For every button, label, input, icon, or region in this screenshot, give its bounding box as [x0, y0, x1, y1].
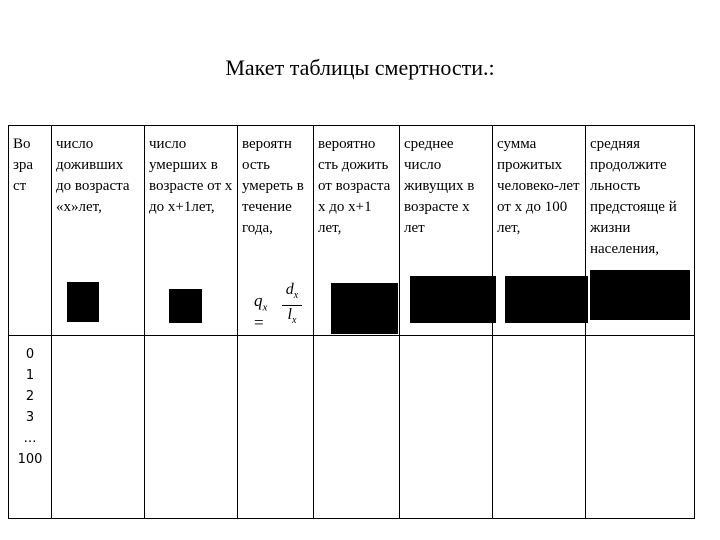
header-label: средняя продолжите льность предстояще й жизни населения, [590, 136, 677, 257]
age-value: 1 [25, 368, 35, 383]
header-label: среднее число живущих в возрасте х лет [404, 136, 475, 236]
data-cell [314, 336, 400, 519]
data-cell [52, 336, 145, 519]
age-value: 2 [25, 389, 35, 404]
formula-q: q [254, 291, 263, 310]
header-label: число умерших в возрасте от х до х+1лет, [149, 136, 233, 215]
table-body-row [9, 336, 695, 519]
formula-image-lx [67, 282, 99, 322]
header-label: Во зра ст [13, 136, 34, 194]
age-value: … [23, 431, 37, 446]
formula-d: d [285, 281, 294, 298]
formula-l: l [287, 306, 292, 324]
formula-sub: x [262, 301, 268, 314]
formula-d-sub: x [293, 290, 299, 302]
formula-numerator [282, 281, 302, 305]
data-cell [400, 336, 493, 519]
age-list-cell [9, 336, 52, 519]
formula-image-Lx [410, 276, 496, 323]
formula-image-ex [590, 270, 690, 320]
formula-fraction [282, 281, 302, 330]
formula-l-sub: x [292, 315, 297, 327]
header-label: сумма прожитых человеко-лет от х до 100 лет, [497, 136, 580, 236]
data-cell [586, 336, 695, 519]
formula-denominator [282, 306, 302, 330]
header-label: вероятно сть дожить от возраста х до х+1 лет, [318, 136, 391, 236]
formula-image-px [331, 283, 398, 334]
formula-image-dx [169, 289, 202, 323]
formula-lhs [254, 291, 267, 333]
formula-image-Tx [505, 276, 588, 323]
data-cell [238, 336, 314, 519]
header-cell-death-probability [238, 126, 314, 336]
header-label: вероятн ость умереть в течение года, [242, 136, 304, 236]
age-value: 0 [25, 347, 35, 362]
formula-eq: = [254, 313, 264, 333]
data-cell [493, 336, 586, 519]
page-title: Макет таблицы смертности.: [225, 55, 495, 80]
age-value: 100 [17, 452, 43, 467]
header-label: число доживших до возраста «х»лет, [56, 136, 130, 215]
age-value: 3 [25, 410, 35, 425]
data-cell [145, 336, 238, 519]
header-cell-age [9, 126, 52, 336]
